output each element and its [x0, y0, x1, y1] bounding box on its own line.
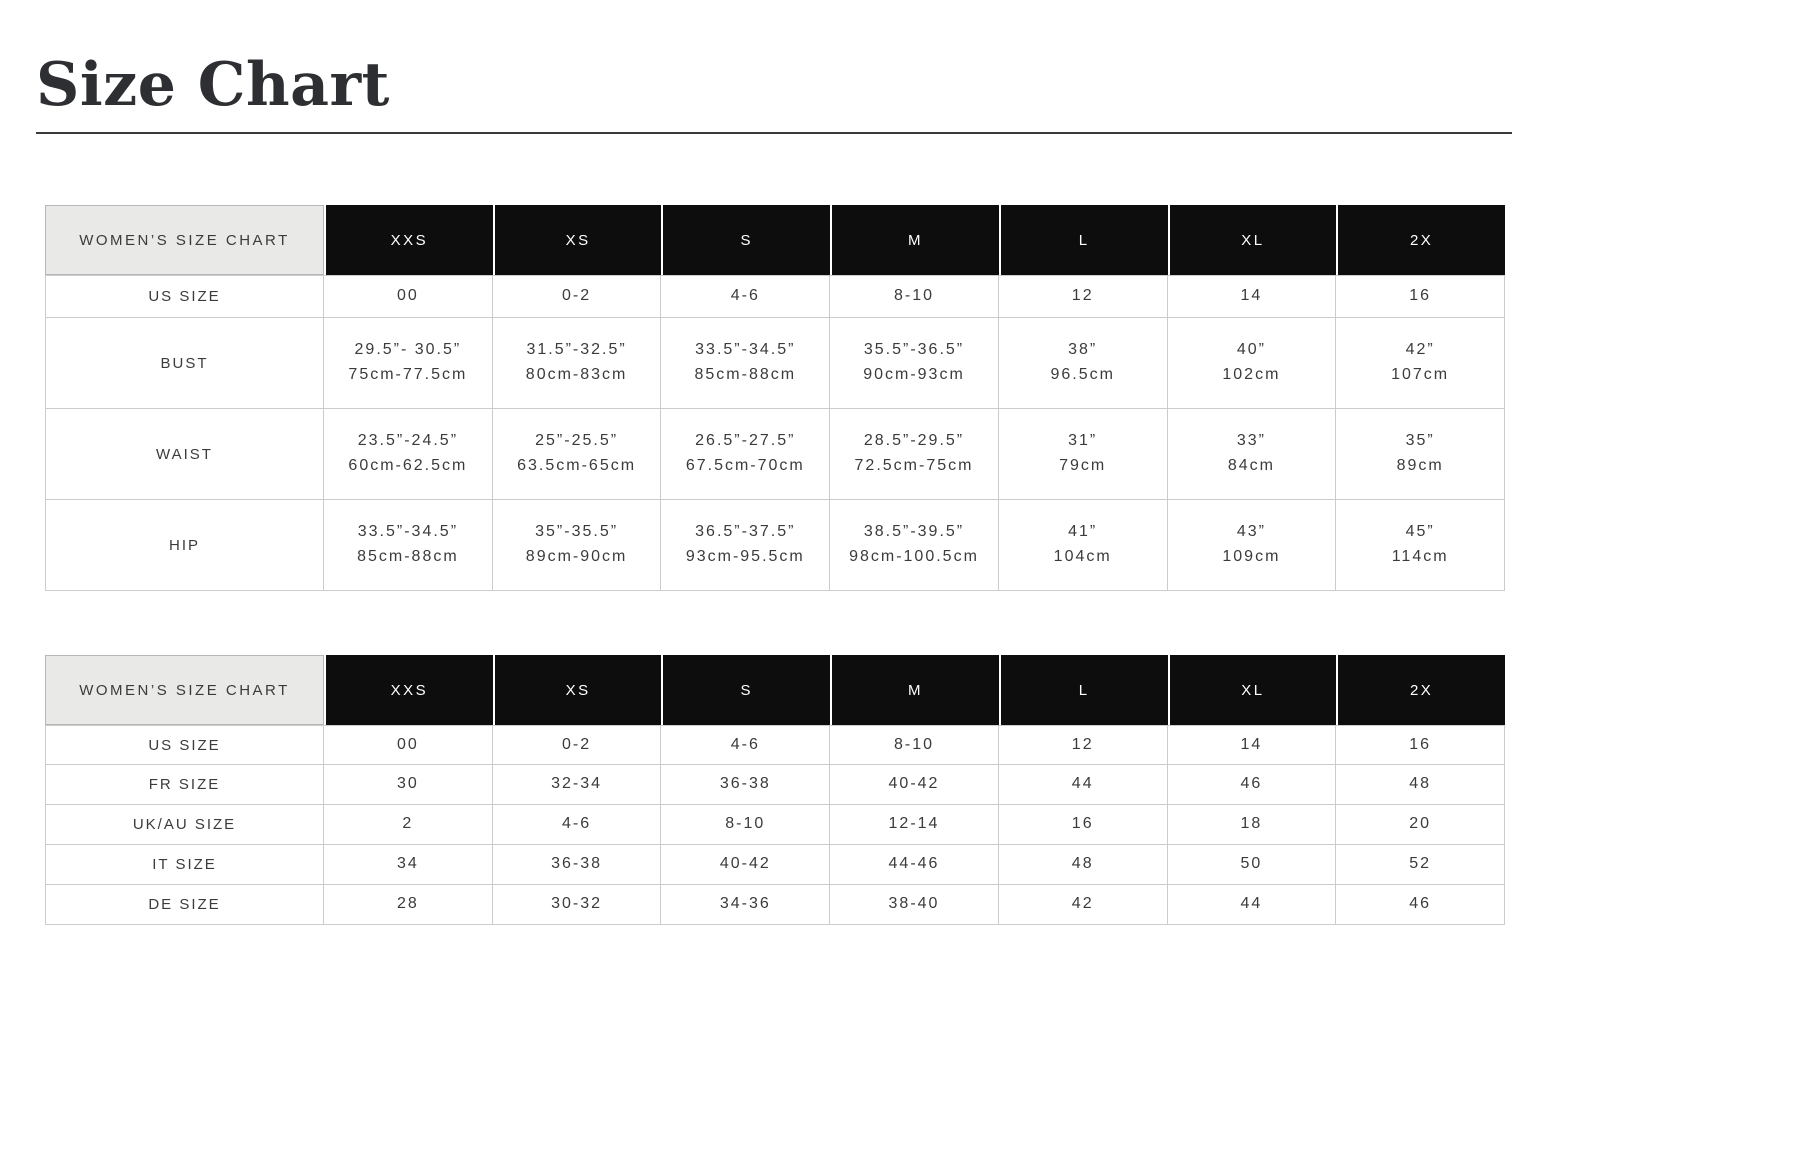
value-cell: 18 — [1168, 805, 1337, 845]
value-cell: 44 — [999, 765, 1168, 805]
size-column-header-2x: 2X — [1336, 205, 1505, 275]
value-cell: 28 — [324, 885, 493, 925]
value-cell: 36.5”-37.5” 93cm-95.5cm — [661, 500, 830, 591]
value-cell: 46 — [1168, 765, 1337, 805]
value-cell: 0-2 — [493, 275, 662, 318]
size-column-header-xxs: XXS — [324, 205, 493, 275]
size-column-header-2x: 2X — [1336, 655, 1505, 725]
table-row — [45, 765, 1505, 805]
row-label: FR SIZE — [45, 765, 324, 805]
value-cell: 48 — [1336, 765, 1505, 805]
value-cell: 40” 102cm — [1168, 318, 1337, 409]
value-cell: 12 — [999, 275, 1168, 318]
header-row — [45, 205, 1505, 275]
value-cell: 23.5”-24.5” 60cm-62.5cm — [324, 409, 493, 500]
row-label: US SIZE — [45, 275, 324, 318]
size-column-header-xs: XS — [493, 655, 662, 725]
value-cell: 40-42 — [661, 845, 830, 885]
title-divider — [36, 132, 1512, 134]
value-cell: 50 — [1168, 845, 1337, 885]
size-column-header-s: S — [661, 655, 830, 725]
row-label: US SIZE — [45, 725, 324, 765]
size-column-header-xl: XL — [1168, 655, 1337, 725]
value-cell: 14 — [1168, 275, 1337, 318]
size-column-header-m: M — [830, 205, 999, 275]
value-cell: 38-40 — [830, 885, 999, 925]
womens-size-conversion-table — [45, 655, 1505, 925]
table-row — [45, 500, 1505, 591]
value-cell: 00 — [324, 725, 493, 765]
row-label: DE SIZE — [45, 885, 324, 925]
page-title: Size Chart — [36, 50, 390, 120]
size-column-header-l: L — [999, 205, 1168, 275]
table-title-cell: WOMEN’S SIZE CHART — [45, 655, 324, 725]
value-cell: 35”-35.5” 89cm-90cm — [493, 500, 662, 591]
value-cell: 4-6 — [661, 275, 830, 318]
size-column-header-xs: XS — [493, 205, 662, 275]
value-cell: 4-6 — [661, 725, 830, 765]
value-cell: 16 — [999, 805, 1168, 845]
value-cell: 35.5”-36.5” 90cm-93cm — [830, 318, 999, 409]
value-cell: 45” 114cm — [1336, 500, 1505, 591]
value-cell: 25”-25.5” 63.5cm-65cm — [493, 409, 662, 500]
value-cell: 26.5”-27.5” 67.5cm-70cm — [661, 409, 830, 500]
value-cell: 35” 89cm — [1336, 409, 1505, 500]
value-cell: 28.5”-29.5” 72.5cm-75cm — [830, 409, 999, 500]
row-label: BUST — [45, 318, 324, 409]
size-column-header-xl: XL — [1168, 205, 1337, 275]
value-cell: 31.5”-32.5” 80cm-83cm — [493, 318, 662, 409]
table-title-cell: WOMEN’S SIZE CHART — [45, 205, 324, 275]
value-cell: 42 — [999, 885, 1168, 925]
value-cell: 38.5”-39.5” 98cm-100.5cm — [830, 500, 999, 591]
row-label: UK/AU SIZE — [45, 805, 324, 845]
size-column-header-m: M — [830, 655, 999, 725]
value-cell: 20 — [1336, 805, 1505, 845]
value-cell: 8-10 — [830, 275, 999, 318]
value-cell: 43” 109cm — [1168, 500, 1337, 591]
value-cell: 38” 96.5cm — [999, 318, 1168, 409]
table-row — [45, 409, 1505, 500]
value-cell: 33” 84cm — [1168, 409, 1337, 500]
value-cell: 4-6 — [493, 805, 662, 845]
value-cell: 33.5”-34.5” 85cm-88cm — [324, 500, 493, 591]
value-cell: 36-38 — [661, 765, 830, 805]
table-row — [45, 885, 1505, 925]
value-cell: 34-36 — [661, 885, 830, 925]
value-cell: 46 — [1336, 885, 1505, 925]
table-row — [45, 318, 1505, 409]
table-row — [45, 275, 1505, 318]
womens-measurement-table — [45, 205, 1505, 591]
table-row — [45, 845, 1505, 885]
value-cell: 8-10 — [830, 725, 999, 765]
value-cell: 41” 104cm — [999, 500, 1168, 591]
value-cell: 14 — [1168, 725, 1337, 765]
value-cell: 16 — [1336, 275, 1505, 318]
row-label: IT SIZE — [45, 845, 324, 885]
value-cell: 2 — [324, 805, 493, 845]
row-label: WAIST — [45, 409, 324, 500]
value-cell: 44-46 — [830, 845, 999, 885]
row-label: HIP — [45, 500, 324, 591]
value-cell: 00 — [324, 275, 493, 318]
value-cell: 40-42 — [830, 765, 999, 805]
value-cell: 36-38 — [493, 845, 662, 885]
value-cell: 8-10 — [661, 805, 830, 845]
value-cell: 32-34 — [493, 765, 662, 805]
value-cell: 16 — [1336, 725, 1505, 765]
value-cell: 30 — [324, 765, 493, 805]
value-cell: 33.5”-34.5” 85cm-88cm — [661, 318, 830, 409]
size-column-header-l: L — [999, 655, 1168, 725]
value-cell: 42” 107cm — [1336, 318, 1505, 409]
size-column-header-s: S — [661, 205, 830, 275]
value-cell: 48 — [999, 845, 1168, 885]
header-row — [45, 655, 1505, 725]
value-cell: 52 — [1336, 845, 1505, 885]
value-cell: 34 — [324, 845, 493, 885]
value-cell: 12 — [999, 725, 1168, 765]
table-row — [45, 725, 1505, 765]
size-column-header-xxs: XXS — [324, 655, 493, 725]
table-row — [45, 805, 1505, 845]
value-cell: 29.5”- 30.5” 75cm-77.5cm — [324, 318, 493, 409]
value-cell: 31” 79cm — [999, 409, 1168, 500]
value-cell: 12-14 — [830, 805, 999, 845]
value-cell: 44 — [1168, 885, 1337, 925]
value-cell: 0-2 — [493, 725, 662, 765]
value-cell: 30-32 — [493, 885, 662, 925]
